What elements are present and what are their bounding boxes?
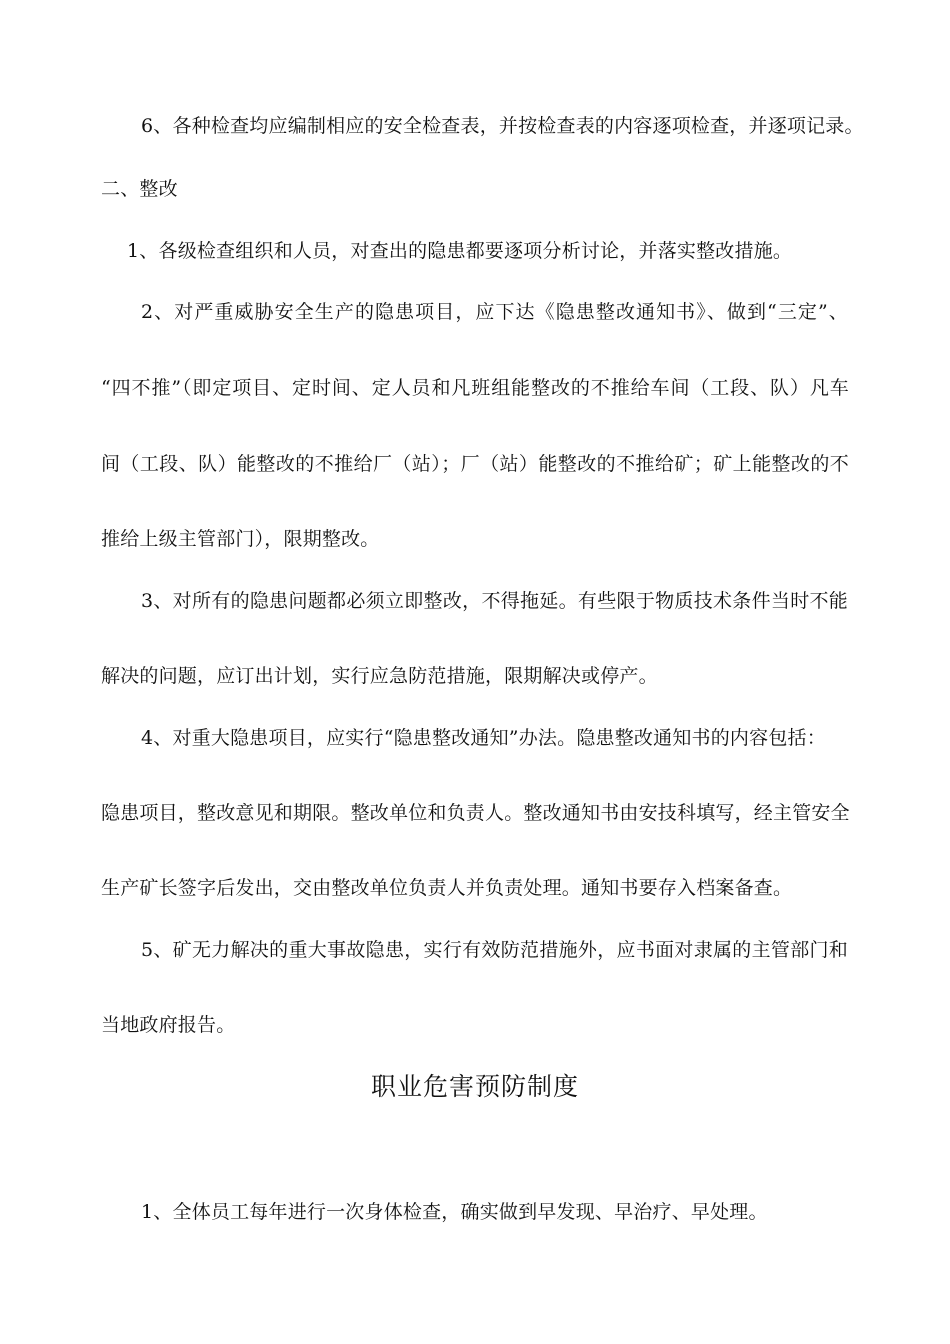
paragraph-rectify-item-2-line-4: 推给上级主管部门），限期整改。 <box>101 528 380 550</box>
paragraph-rectify-item-3-line-1: 3、对所有的隐患问题都必须立即整改，不得拖延。有些限于物质技术条件当时不能 <box>141 590 848 612</box>
paragraph-rectify-item-2-line-1: 2、对严重威胁安全生产的隐患项目，应下达《隐患整改通知书》、做到“三定”、 <box>141 301 848 323</box>
paragraph-rectify-item-5-line-2: 当地政府报告。 <box>101 1014 236 1036</box>
paragraph-rectify-item-1: 1、各级检查组织和人员，对查出的隐患都要逐项分析讨论，并落实整改措施。 <box>127 240 793 262</box>
paragraph-rectify-item-2-line-3: 间（工段、队）能整改的不推给厂（站）；厂（站）能整改的不推给矿；矿上能整改的不 <box>101 453 849 475</box>
section-heading-rectification: 二、整改 <box>101 178 178 200</box>
page-title: 职业危害预防制度 <box>370 1072 579 1101</box>
paragraph-check-item-6: 6、各种检查均应编制相应的安全检查表，并按检查表的内容逐项检查，并逐项记录。 <box>141 115 864 137</box>
paragraph-rectify-item-4-line-2: 隐患项目，整改意见和期限。整改单位和负责人。整改通知书由安技科填写，经主管安全 <box>101 802 850 824</box>
paragraph-rectify-item-3-line-2: 解决的问题，应订出计划，实行应急防范措施，限期解决或停产。 <box>101 665 658 687</box>
paragraph-rectify-item-4-line-1: 4、对重大隐患项目，应实行“隐患整改通知”办法。隐患整改通知书的内容包括： <box>141 727 826 749</box>
paragraph-rectify-item-4-line-3: 生产矿长签字后发出，交由整改单位负责人并负责处理。通知书要存入档案备查。 <box>101 877 793 899</box>
paragraph-health-item-1: 1、全体员工每年进行一次身体检查，确实做到早发现、早治疗、早处理。 <box>141 1201 768 1223</box>
paragraph-rectify-item-2-line-2: “四不推”（即定项目、定时间、定人员和凡班组能整改的不推给车间（工段、队）凡车 <box>101 377 849 399</box>
paragraph-rectify-item-5-line-1: 5、矿无力解决的重大事故隐患，实行有效防范措施外，应书面对隶属的主管部门和 <box>141 939 848 961</box>
